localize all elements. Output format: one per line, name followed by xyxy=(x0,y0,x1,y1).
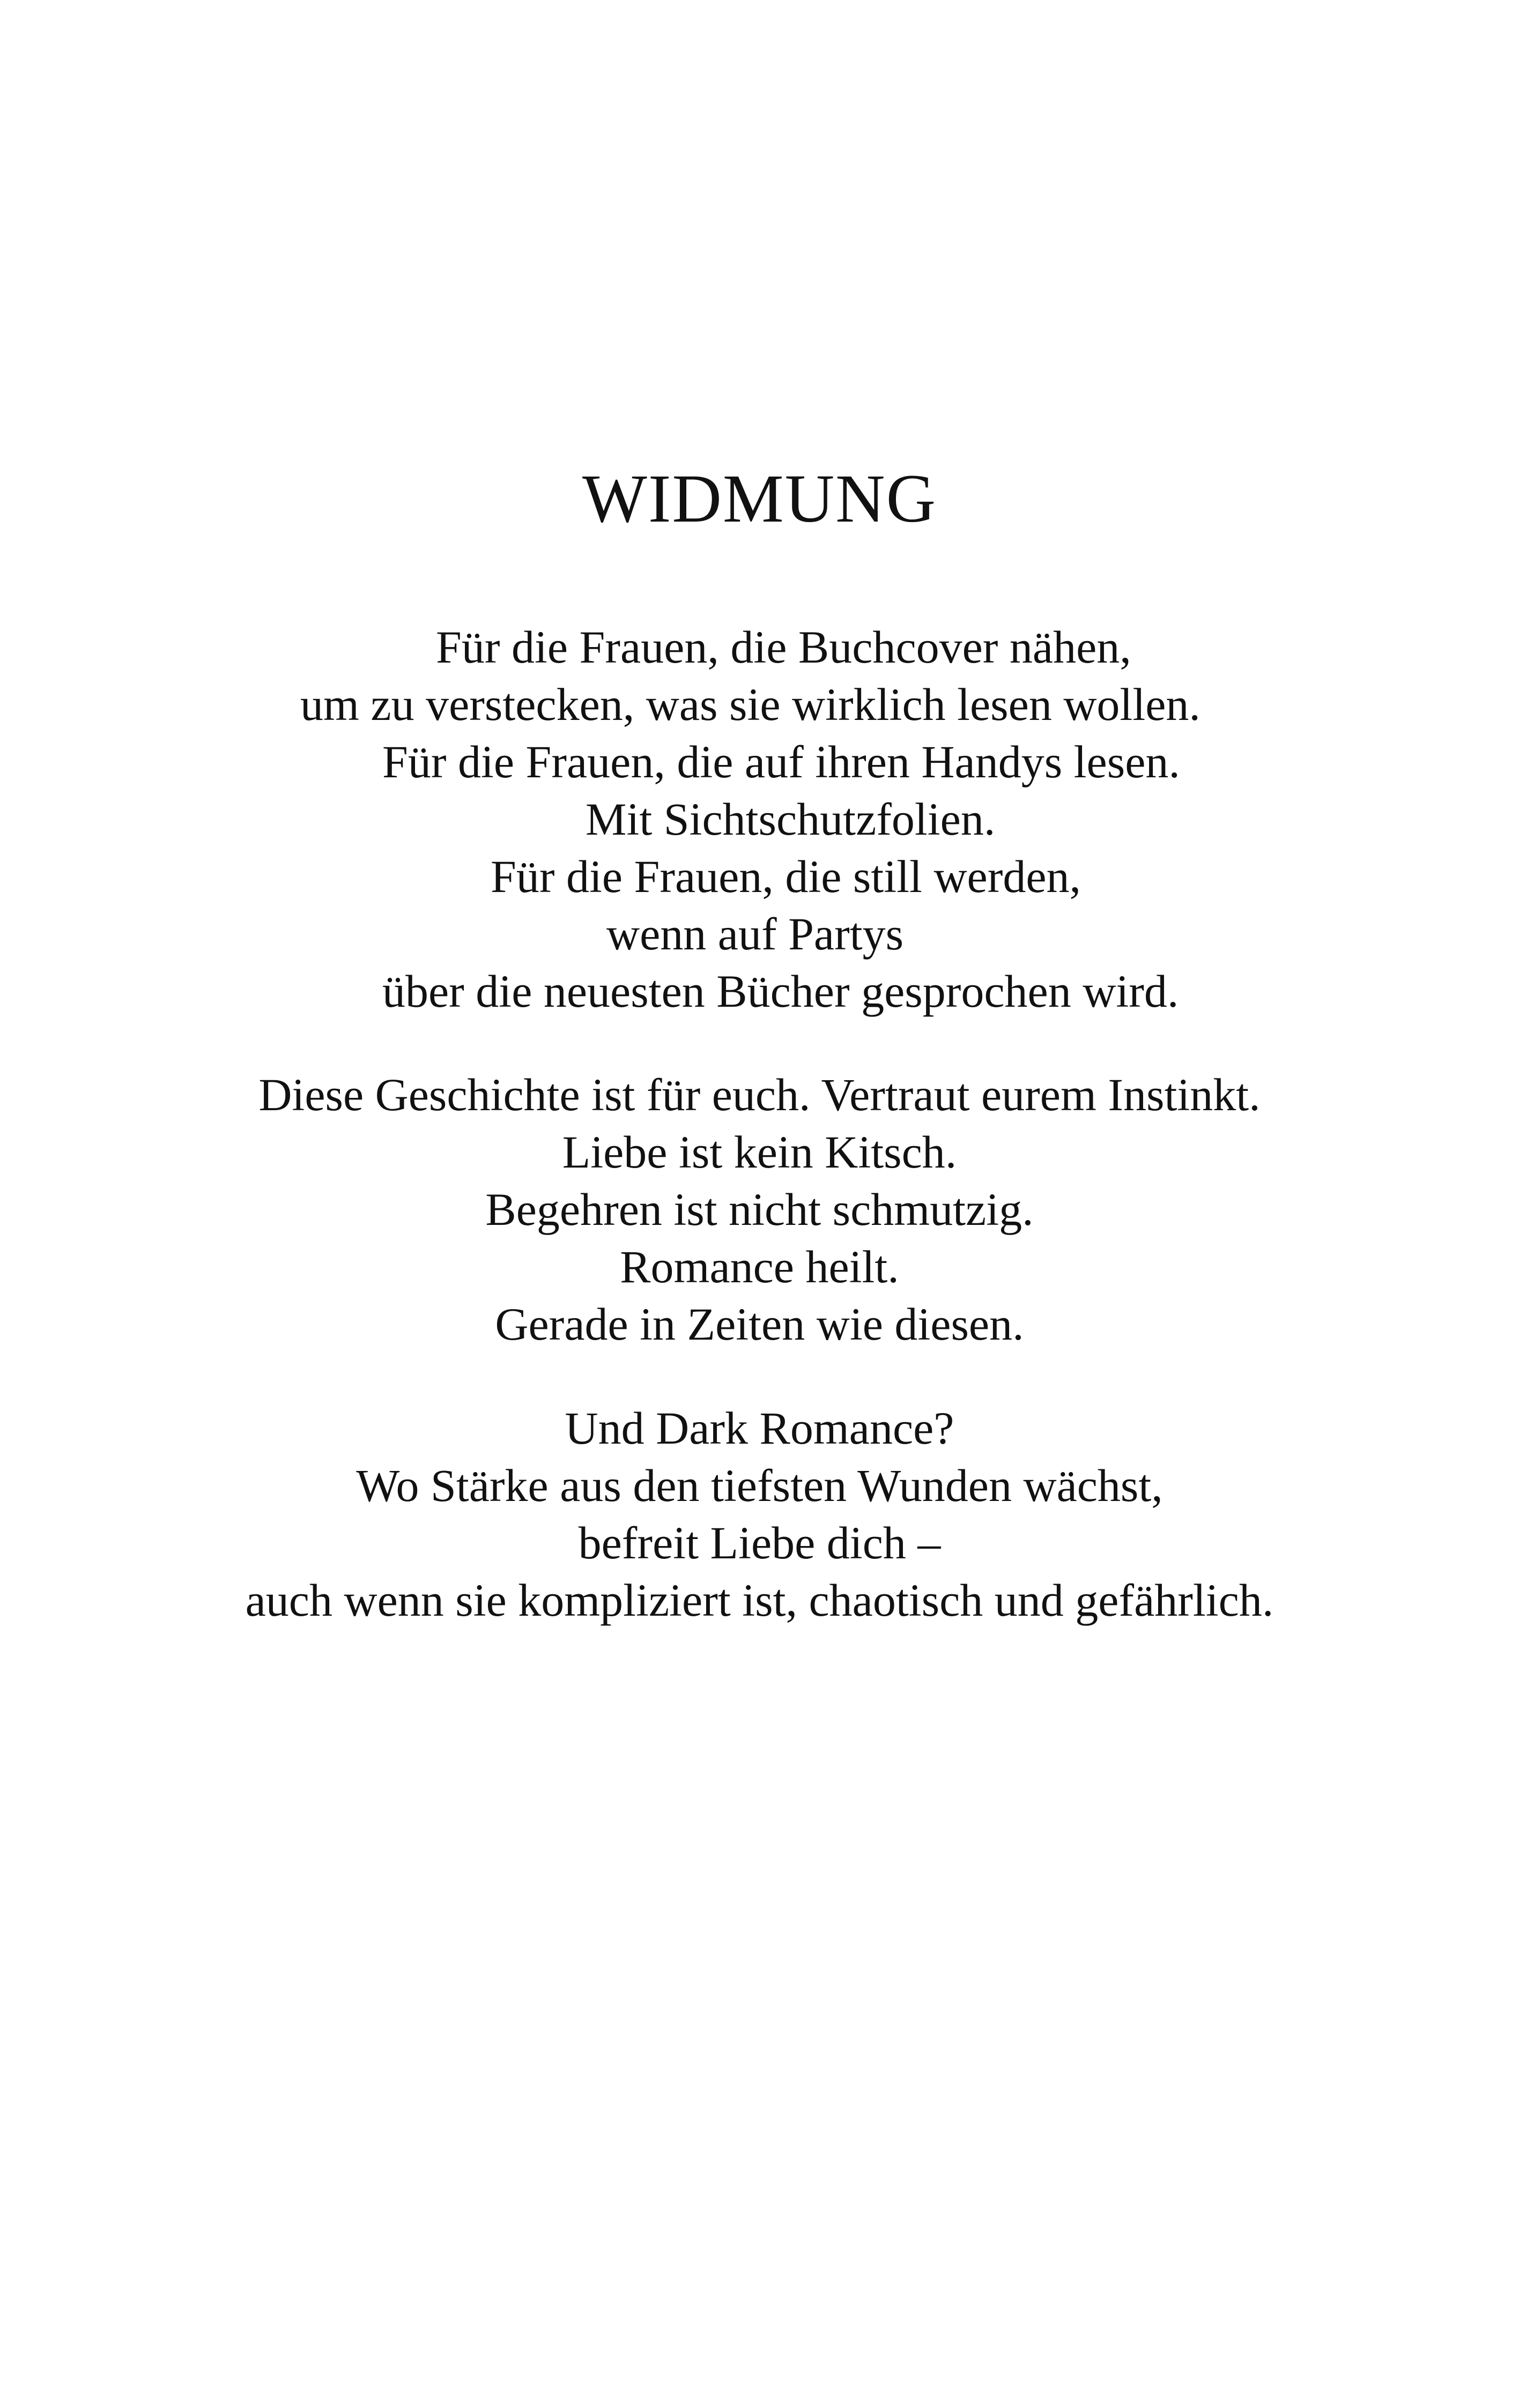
dedication-line: Diese Geschichte ist für euch. Vertraut eurem Instinkt. xyxy=(258,1069,1261,1120)
dedication-line: Romance heilt. xyxy=(620,1241,899,1292)
dedication-line: auch wenn sie kompliziert ist, chaotisch und gefährlich. xyxy=(245,1574,1274,1626)
page-title: WIDMUNG xyxy=(582,460,937,537)
dedication-line: Begehren ist nicht schmutzig. xyxy=(485,1184,1034,1235)
dedication-line: Für die Frauen, die Buchcover nähen, xyxy=(436,621,1131,673)
dedication-line: wenn auf Partys xyxy=(606,908,904,960)
dedication-line: befreit Liebe dich – xyxy=(578,1517,941,1569)
dedication-line: Für die Frauen, die still werden, xyxy=(491,851,1081,902)
dedication-line: Für die Frauen, die auf ihren Handys lesen. xyxy=(382,736,1180,787)
dedication-line: Und Dark Romance? xyxy=(565,1402,954,1454)
dedication-line: Mit Sichtschutzfolien. xyxy=(586,793,996,845)
dedication-line: über die neuesten Bücher gesprochen wird. xyxy=(382,965,1179,1017)
dedication-line: Liebe ist kein Kitsch. xyxy=(562,1126,957,1178)
dedication-line: um zu verstecken, was sie wirklich lesen wollen. xyxy=(300,679,1201,730)
dedication-line: Gerade in Zeiten wie diesen. xyxy=(495,1298,1024,1350)
dedication-line: Wo Stärke aus den tiefsten Wunden wächst, xyxy=(356,1460,1163,1511)
